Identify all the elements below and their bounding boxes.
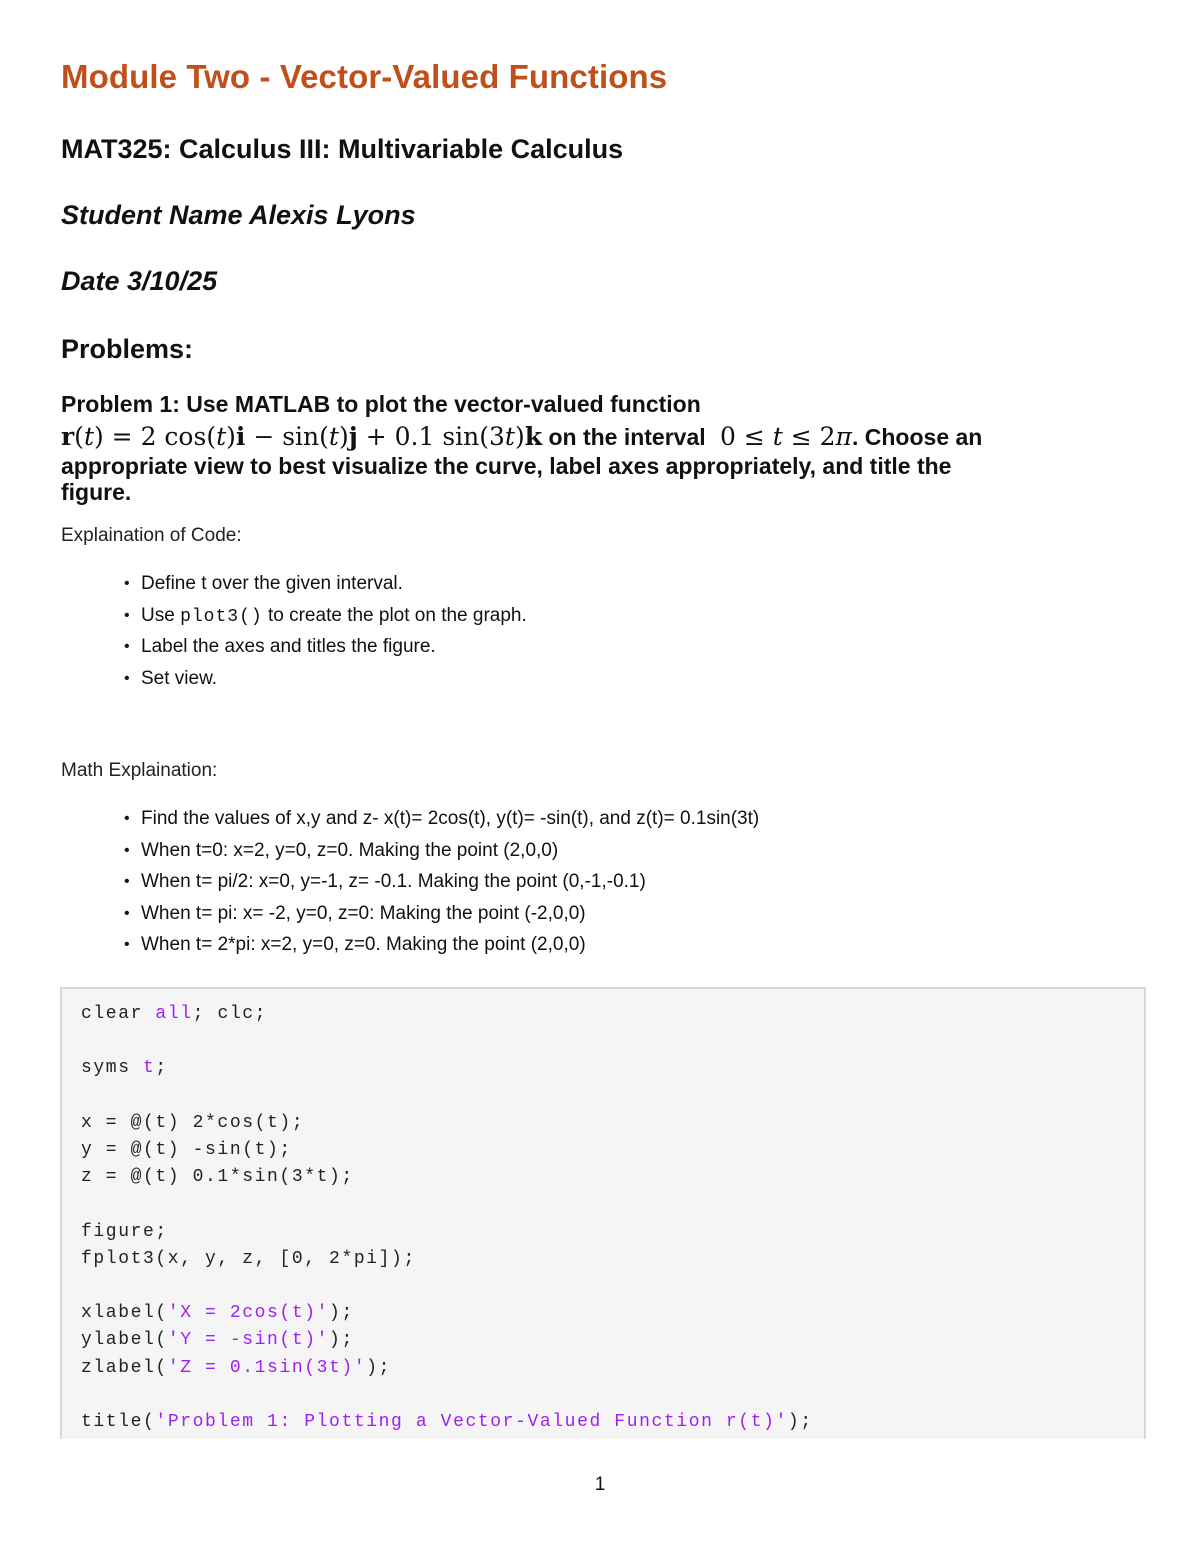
code-token: syms [81,1058,144,1079]
list-item: • When t= 2*pi: x=2, y=0, z=0. Making the point (2,0,0) [124,931,759,963]
code-string: 'Problem 1: Plotting a Vector-Valued Function r(t)' [155,1412,788,1433]
matlab-code [81,1001,813,1436]
code-string: 'Y = -sin(t)' [167,1330,330,1351]
list-item: • Set view. [124,665,527,697]
course-heading: MAT325: Calculus III: Multivariable Calculus [61,134,624,164]
code-explanation-list [124,570,527,696]
list-item: • Label the axes and titles the figure. [124,633,527,665]
code-token: ylabel( [81,1330,168,1351]
list-item: • Define t over the given interval. [124,570,527,602]
code-token: ; [155,1058,168,1079]
problem-1-statement [61,390,1061,507]
code-token: zlabel( [81,1357,168,1378]
code-block [60,987,1146,1439]
code-token: clear [81,1004,156,1024]
list-item: • Find the values of x,y and z- x(t)= 2cos(t), y(t)= -sin(t), and z(t)= 0.1sin(3t) [124,805,759,837]
code-line [81,1358,391,1378]
choose-text: . Choose an [851,424,983,450]
list-item: • When t= pi: x= -2, y=0, z=0: Making the point (-2,0,0) [124,900,759,932]
code-string: 'X = 2cos(t)' [167,1303,330,1324]
code-keyword: all [155,1004,193,1024]
list-item-text: to create the plot on the graph. [262,604,527,626]
code-token: ; clc; [192,1004,268,1024]
list-item: • When t=0: x=2, y=0, z=0. Making the point (2,0,0) [124,837,759,869]
code-line: x = @(t) 2*cos(t); [81,1112,305,1133]
page-number: 1 [594,1474,606,1495]
code-token: ); [329,1303,354,1324]
code-token: xlabel( [81,1303,168,1324]
code-line [81,1058,168,1078]
problem-1-line2 [61,422,1061,452]
interval-text: on the interval [548,424,706,450]
inline-code: plot3() [180,606,263,627]
code-explanation-label: Explaination of Code: [61,525,242,546]
list-item-text: Use [141,604,181,626]
code-line [81,1303,354,1323]
code-line: z = @(t) 0.1*sin(3*t); [81,1167,354,1188]
problem-1-line4: figure. [61,479,132,505]
problem-1-line3: appropriate view to best visualize the curve, label axes appropriately, and title the [61,453,952,479]
list-item: • When t= pi/2: x=0, y=-1, z= -0.1. Making the point (0,-1,-0.1) [124,868,759,900]
code-line: fplot3(x, y, z, [0, 2*pi]); [81,1248,416,1269]
interval-formula: 0 ≤ t ≤ 2π [712,422,852,451]
code-token: ); [787,1412,813,1433]
code-line [81,1412,813,1432]
code-token: ); [329,1330,354,1351]
problem-1-line1: Problem 1: Use MATLAB to plot the vector-valued function [61,391,701,417]
vector-function-formula: r(t) = 2 cos(t)i − sin(t)j + 0.1 sin(3t)k [61,422,543,451]
problems-heading: Problems: [61,334,194,364]
code-line [81,1004,267,1024]
list-item [124,602,527,634]
student-name: Student Name Alexis Lyons [61,200,416,230]
math-explanation-label: Math Explaination: [61,760,218,781]
math-explanation-list [124,805,759,963]
code-line: y = @(t) -sin(t); [81,1140,292,1161]
date-heading: Date 3/10/25 [61,266,218,296]
code-line: figure; [81,1221,168,1242]
code-keyword: t [143,1058,156,1079]
code-string: 'Z = 0.1sin(3t)' [167,1357,367,1378]
code-line [81,1330,354,1350]
code-token: title( [81,1412,156,1433]
code-token: ); [366,1357,392,1378]
document-title: Module Two - Vector-Valued Functions [61,58,668,95]
